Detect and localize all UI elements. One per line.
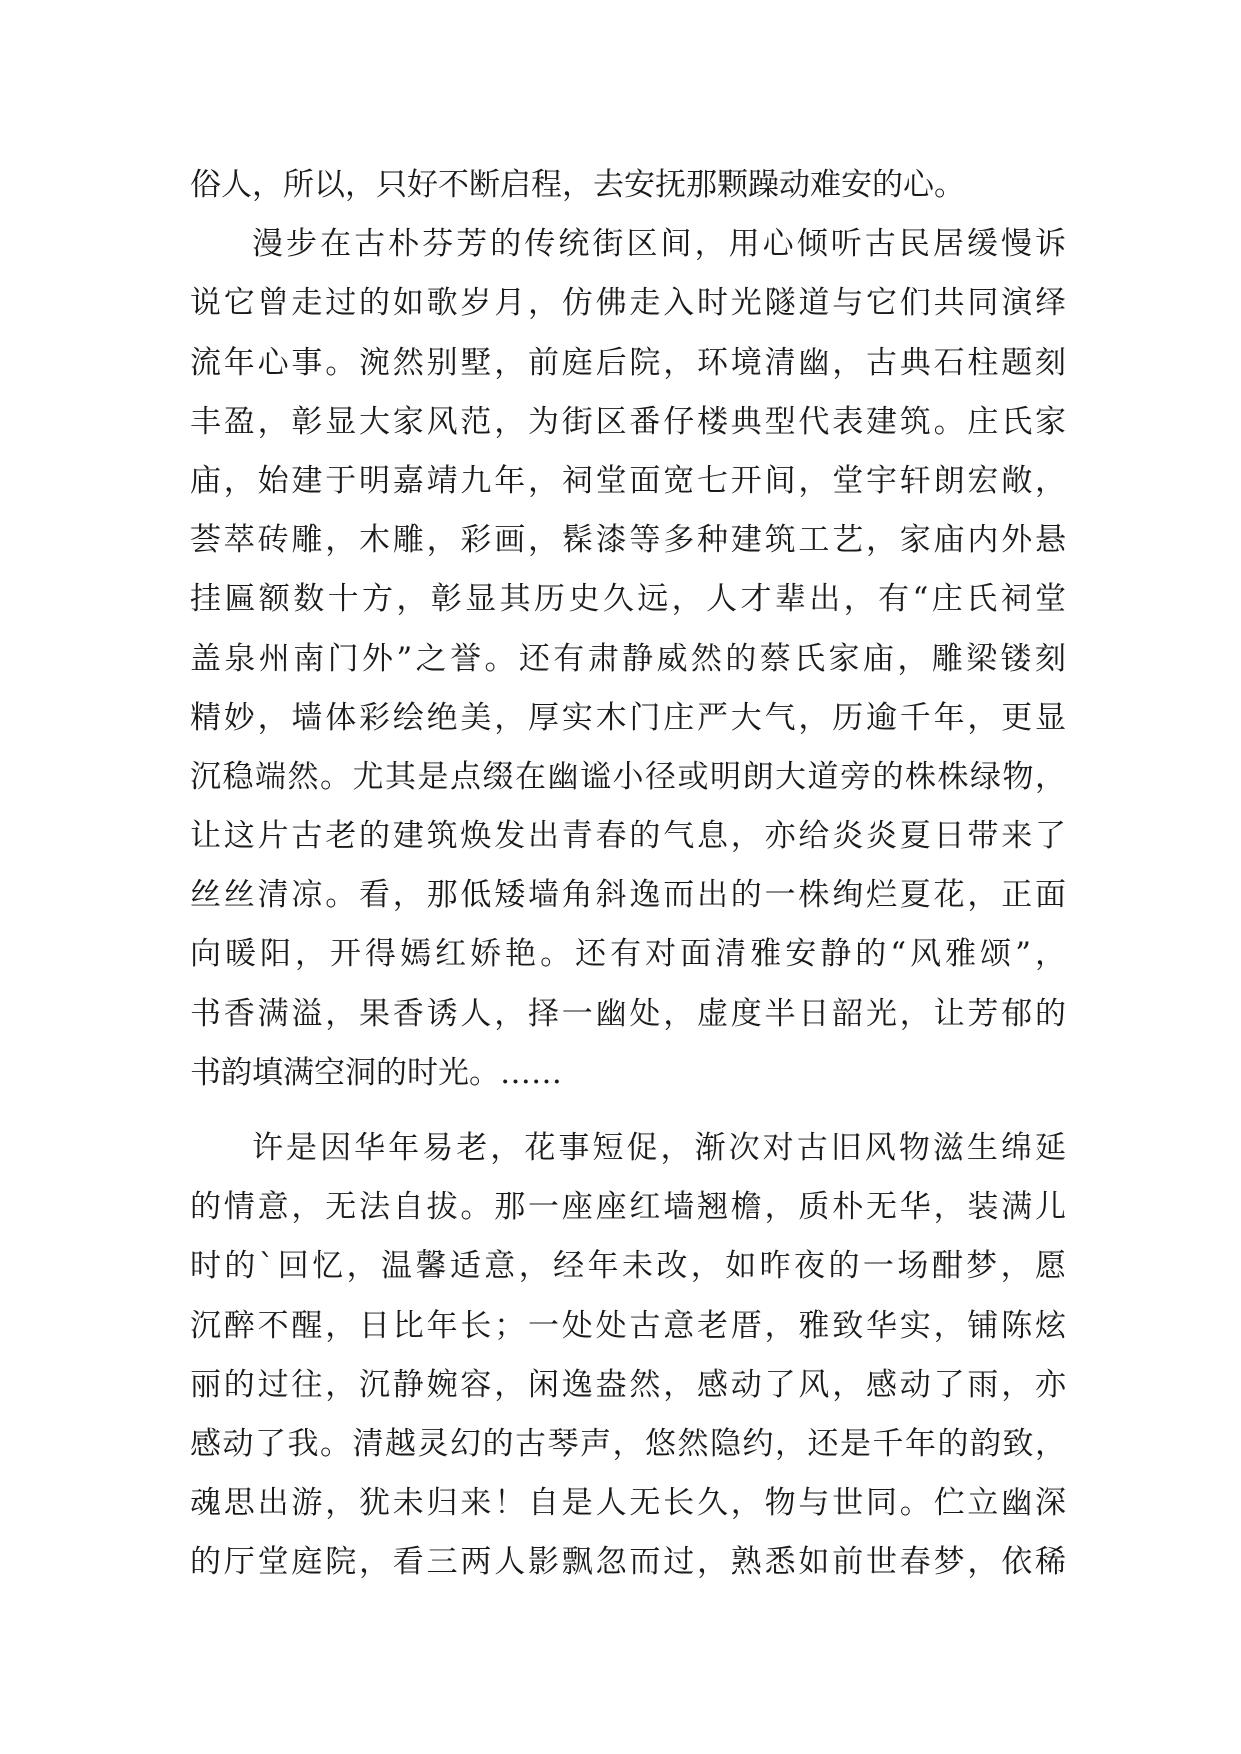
text-line: 丽的过往，沉静婉容，闲逸盎然，感动了风，感动了雨，亦 bbox=[190, 1366, 1066, 1403]
text-line: 向暖阳，开得嫣红娇艳。还有对面清雅安静的“风雅颂”， bbox=[190, 936, 1066, 973]
text-line: 沉醉不醒，日比年长；一处处古意老厝，雅致华实，铺陈炫 bbox=[190, 1307, 1066, 1344]
text-line: 的情意，无法自拔。那一座座红墙翘檐，质朴无华，装满儿 bbox=[190, 1189, 1066, 1226]
text-line: 漫步在古朴芬芳的传统街区间，用心倾听古民居缓慢诉 bbox=[252, 226, 1066, 263]
paragraph-2 bbox=[190, 215, 1066, 1103]
text-line: 的厅堂庭院，看三两人影飘忽而过，熟悉如前世春梦，依稀 bbox=[190, 1544, 1066, 1581]
text-line: 荟萃砖雕，木雕，彩画，髹漆等多种建筑工艺，家庙内外悬 bbox=[190, 522, 1066, 559]
text-line: 丰盈，彰显大家风范，为街区番仔楼典型代表建筑。庄氏家 bbox=[190, 403, 1066, 440]
paragraph-3 bbox=[190, 1119, 1066, 1593]
text-line: 盖泉州南门外”之誉。还有肃静威然的蔡氏家庙，雕梁镂刻 bbox=[190, 640, 1066, 677]
text-line: 说它曾走过的如歌岁月，仿佛走入时光隧道与它们共同演绎 bbox=[190, 285, 1066, 322]
text-line: 魂思出游，犹未归来！自是人无长久，物与世同。伫立幽深 bbox=[190, 1485, 1066, 1522]
paragraph-spacer bbox=[190, 1103, 1066, 1119]
text-line: 许是因华年易老，花事短促，渐次对古旧风物滋生绵延 bbox=[252, 1130, 1066, 1166]
paragraph-1 bbox=[190, 156, 1066, 215]
text-line: 感动了我。清越灵幻的古琴声，悠然隐约，还是千年的韵致， bbox=[190, 1425, 1066, 1462]
text-line: 书香满溢，果香诱人，择一幽处，虚度半日韶光，让芳郁的 bbox=[190, 995, 1066, 1032]
text-line: 让这片古老的建筑焕发出青春的气息，亦给炎炎夏日带来了 bbox=[190, 818, 1066, 855]
text-line: 流年心事。涴然别墅，前庭后院，环境清幽，古典石柱题刻 bbox=[190, 344, 1066, 381]
article-body bbox=[190, 156, 1066, 1593]
text-line: 丝丝清凉。看，那低矮墙角斜逸而出的一株绚烂夏花，正面 bbox=[190, 877, 1066, 914]
text-line: 精妙，墙体彩绘绝美，厚实木门庄严大气，历逾千年，更显 bbox=[190, 699, 1066, 736]
text-line: 书韵填满空洞的时光。…… bbox=[190, 1054, 562, 1091]
text-line: 俗人，所以，只好不断启程，去安抚那颗躁动难安的心。 bbox=[190, 167, 965, 203]
text-line: 时的`回忆，温馨适意，经年未改，如昨夜的一场酣梦，愿 bbox=[190, 1248, 1066, 1285]
text-line: 沉稳端然。尤其是点缀在幽谧小径或明朗大道旁的株株绿物， bbox=[190, 758, 1066, 795]
text-line: 挂匾额数十方，彰显其历史久远，人才辈出，有“庄氏祠堂 bbox=[190, 581, 1066, 618]
text-line: 庙，始建于明嘉靖九年，祠堂面宽七开间，堂宇轩朗宏敞， bbox=[190, 462, 1066, 499]
